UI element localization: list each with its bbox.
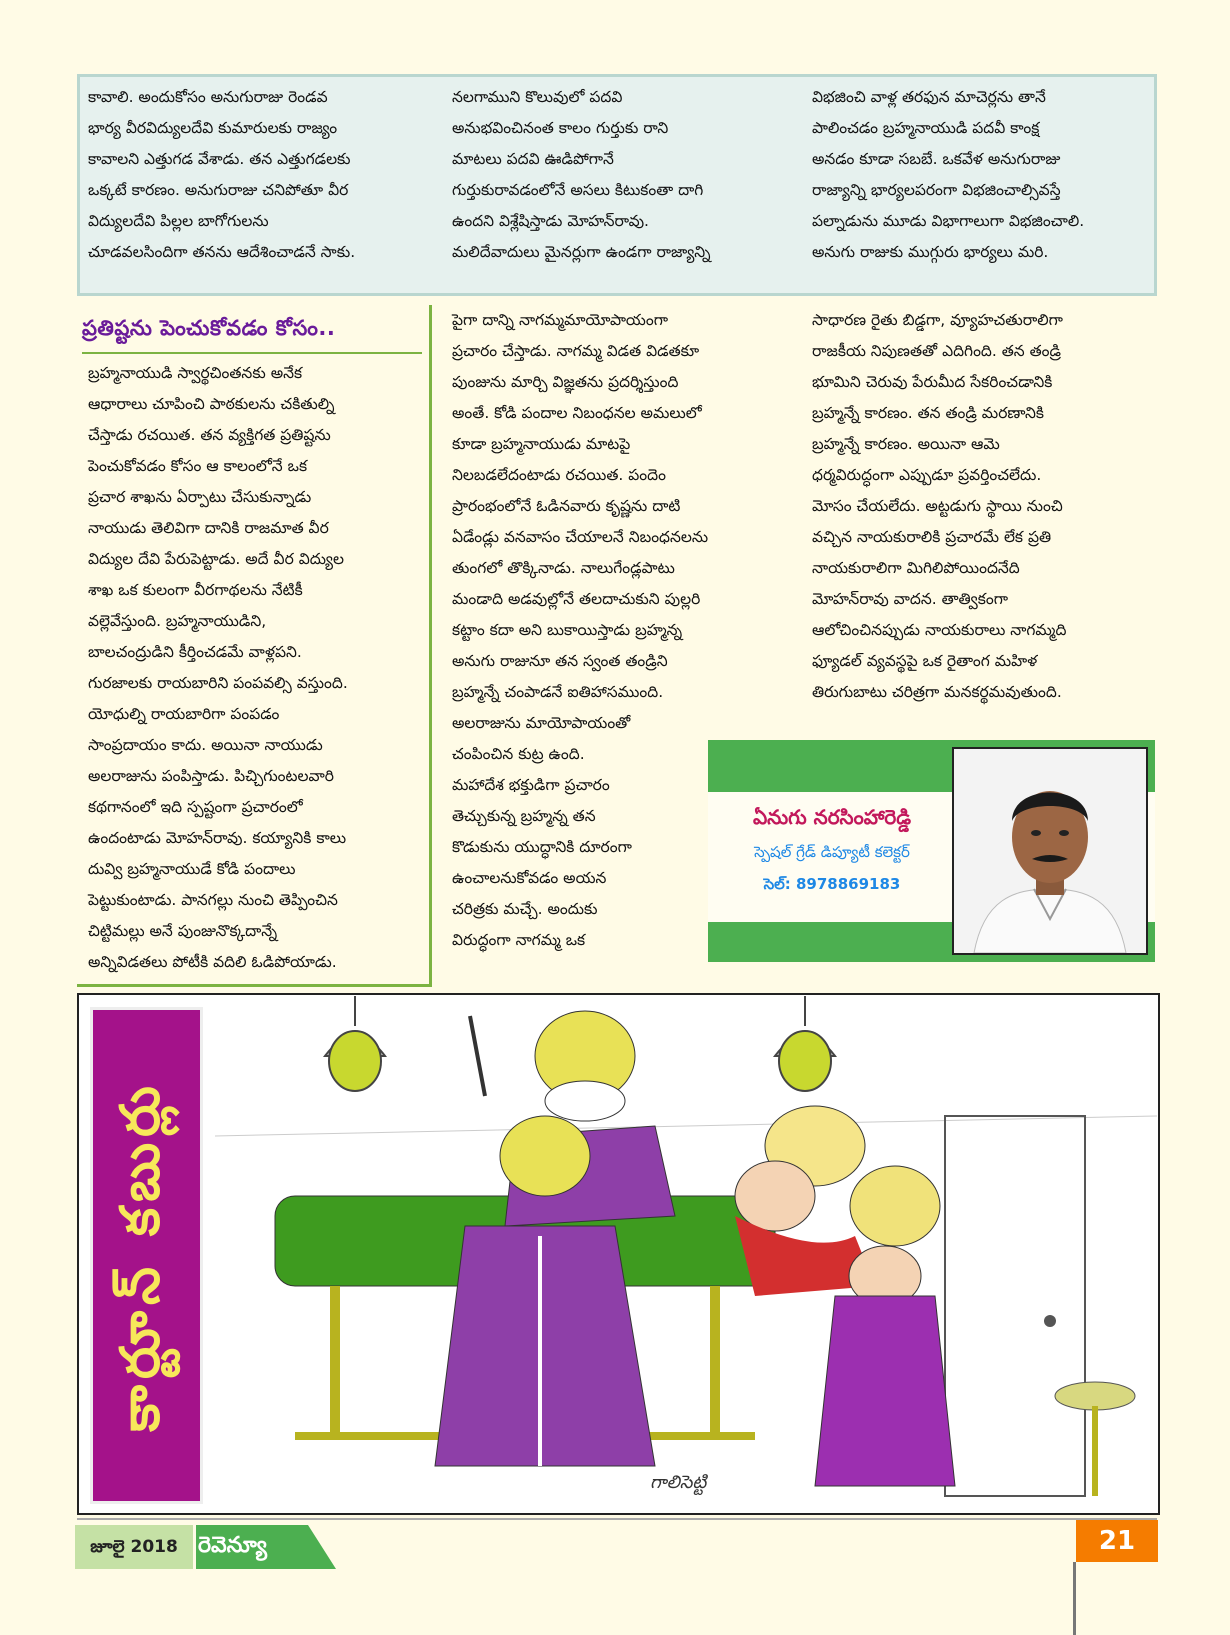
cartoon-label-text: కార్టూన్ కబుర్లు [108, 1079, 171, 1432]
section-heading: ప్రతిష్టను పెంచుకోవడం కోసం.. [82, 316, 336, 340]
left-column-body: బ్రహ్మనాయుడి స్వార్థచింతనకు అనేక ఆధారాలు చూపించి పాఠకులను చకితుల్ని చేస్తాడు రచయిత. తన వ్యక్తిగత ప్రతిష్టను పెంచుకోవడం కోసం ఆ కాలంలోనే ఒక ప్రచార శాఖను ఏర్పాటు చేసుకున్నాడు నాయుడు తెలివిగా దానికి రాజమాత వీర విద్యుల దేవి పేరుపెట్టాడు. అదే వీర విద్యుల శాఖ ఒక కులంగా వీరగాథలను నేటికీ వల్లెవేస్తుంది. బ్రహ్మనాయుడిని, బాలచంద్రుడిని కీర్తించడమే వాళ్లపని. గురజాలకు రాయబారిని పంపవల్సి వస్తుంది. యోధుల్ని రాయబారిగా పంపడం సాంప్రదాయం కాదు. అయినా నాయుడు అలరాజును పంపిస్తాడు. పిచ్చిగుంటలవారి కథగానంలో ఇది స్పష్టంగా ప్రచారంలో ఉందంటాడు మోహన్‌రావు. కయ్యానికి కాలు దువ్వి బ్రహ్మనాయుడే కోడి పందాలు పెట్టుకుంటాడు. పానగల్లు నుంచి తెప్పించిన చిట్టిమల్లు అనే పుంజునొక్కదాన్నే అన్నివిడతలు పోటీకి వదిలి ఓడిపోయాడు. [88, 364, 348, 971]
footer-rule [77, 1518, 1157, 1520]
cartoon-label-panel [90, 1007, 203, 1504]
right-column-body: సాధారణ రైతు బిడ్డగా, వ్యూహచతురాలిగా రాజకీయ నిపుణతతో ఎదిగింది. తన తండ్రి భూమిని చెరువు పేరుమీద సేకరించడానికి బ్రహ్మన్నే కారణం. తన తండ్రి మరణానికి బ్రహ్మన్నే కారణం. అయినా ఆమె ధర్మవిరుద్ధంగా ఎప్పుడూ ప్రవర్తించలేదు. మోసం చేయలేదు. అట్టడుగు స్థాయి నుంచి వచ్చిన నాయకురాలికి ప్రచారమే లేక ప్రతి నాయకురాలిగా మిగిలిపోయిందనేది మోహన్‌రావు వాదన. తాత్వికంగా ఆలోచించినప్పుడు నాయకురాలు నాగమ్మది ఫ్యూడల్ వ్యవస్థపై ఒక రైతాంగ మహిళ తిరుగుబాటు చరిత్రగా మనకర్థమవుతుంది. [812, 311, 1067, 701]
top-column-2: నలగాముని కొలువులో పదవి అనుభవించినంత కాలం గుర్తుకు రాని మాటలు పదవి ఊడిపోగానే గుర్తుకురావడంలోనే అసలు కిటుకంతా దాగి ఉందని విశ్లేషిస్తాడు మోహన్‌రావు. మలిదేవాదులు మైనర్లుగా ఉండగా రాజ్యాన్ని [452, 88, 711, 261]
author-name: ఏనుగు నరసింహారెడ్డి [752, 805, 912, 829]
author-photo [952, 747, 1148, 955]
author-title: స్పెషల్ గ్రేడ్ డిప్యూటీ కలెక్టర్ [754, 843, 910, 861]
operating-room-cartoon-icon [215, 996, 1157, 1512]
middle-column-body: పైగా దాన్ని నాగమ్మమాయోపాయంగా ప్రచారం చేస్తాడు. నాగమ్మ విడత విడతకూ పుంజును మార్చి విజ్ఞతను ప్రదర్శిస్తుంది అంతే. కోడి పందాల నిబంధనల అమలులో కూడా బ్రహ్మనాయుడు మాటపై నిలబడలేదంటాడు రచయిత. పందెం ప్రారంభంలోనే ఓడినవారు కృష్ణను దాటి ఏడేండ్లు వనవాసం చేయాలనే నిబంధనలను తుంగలో తొక్కినాడు. నాలుగేండ్లపాటు మండాది అడవుల్లోనే తలదాచుకుని పుల్లరి కట్టాం కదా అని బుకాయిస్తాడు బ్రహ్మన్న అనుగు రాజునూ తన స్వంత తండ్రిని బ్రహ్మన్నే చంపాడనే ఐతిహాసముంది. అలరాజును మాయోపాయంతో చంపించిన కుట్ర ఉంది. మహాదేశ భక్తుడిగా ప్రచారం తెచ్చుకున్న బ్రహ్మన్న తన కొడుకును యుద్ధానికి దూరంగా ఉంచాలనుకోవడం అయన చరిత్రకు మచ్చే. అందుకు విరుద్ధంగా నాగమ్మ ఒక [452, 311, 709, 949]
issue-date: జూలై 2018 [75, 1525, 193, 1569]
heading-divider [82, 352, 422, 354]
author-portrait-icon [954, 749, 1146, 953]
author-phone: సెల్: 8978869183 [763, 875, 901, 893]
cartoonist-signature: గాలిసెట్టి [650, 1472, 707, 1493]
page-tick-mark [1073, 1562, 1076, 1635]
top-column-1: కావాలి. అందుకోసం అనుగురాజు రెండవ భార్య వీరవిద్యులదేవి కుమారులకు రాజ్యం కావాలని ఎత్తుగడ వేశాడు. తన ఎత్తుగడలకు ఒక్కటే కారణం. అనుగురాజు చనిపోతూ వీర విద్యులదేవి పిల్లల బాగోగులను చూడవలసిందిగా తనను ఆదేశించాడనే సాకు. [88, 88, 356, 261]
magazine-name: రెవెన్యూ [198, 1533, 267, 1558]
top-column-3: విభజించి వాళ్ల తరఫున మాచెర్లను తానే పాలించడం బ్రహ్మనాయుడి పదవీ కాంక్ష అనడం కూడా సబబే. ఒకవేళ అనుగురాజు రాజ్యాన్ని భార్యలపరంగా విభజించాల్సివస్తే పల్నాడును మూడు విభాగాలుగా విభజించాలి. అనుగు రాజుకు ముగ్గురు భార్యలు మరి. [812, 88, 1085, 261]
page-number: 21 [1076, 1520, 1158, 1562]
